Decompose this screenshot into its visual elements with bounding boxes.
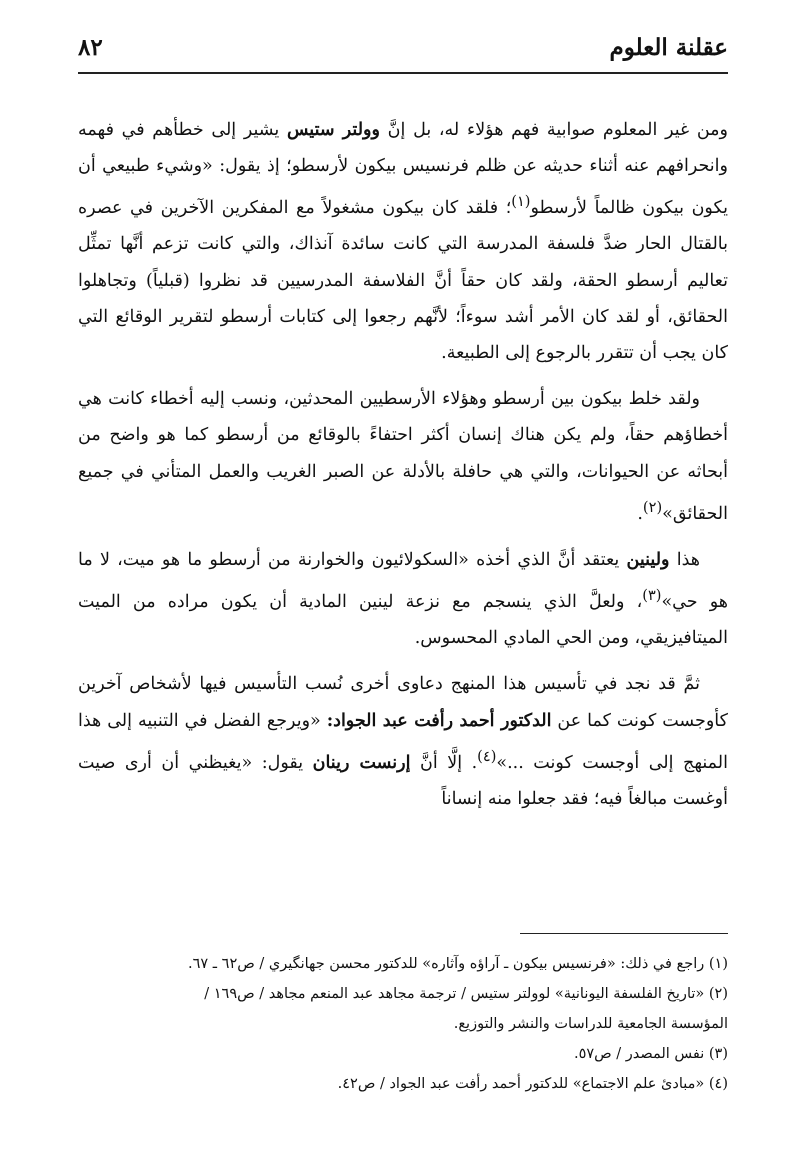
- paragraph-4: ثمَّ قد نجد في تأسيس هذا المنهج دعاوى أخرى نُسب التأسيس فيها لأشخاص آخرين كأوجست كونت كما عن الدكتور أحمد رأفت عبد الجواد: «ويرجع الفضل في التنبيه إلى هذا المنهج إلى أوجست كونت ...»$^{(٤)}$. إلَّا أنَّ إرنست رينان يقول: «يغيظني أن أرى صيت أوغست مبالغاً فيه؛ فقد جعلوا منه إنساناً: [78, 674, 728, 809]
- paragraph-3: هذا ولينين يعتقد أنَّ الذي أخذه «السكولائيون والخوارنة من أرسطو ما هو ميت، لا ما هو حي»$^{(٣)}$، ولعلَّ الذي ينسجم مع نزعة لينين المادية أن يكون مراده من الميت الميتافيزيقي، ومن الحي المادي المحسوس.: [78, 549, 728, 649]
- footnote-3: (٣) نفس المصدر / ص٥٧.: [573, 1046, 728, 1062]
- page-number: ٨٢: [78, 34, 103, 61]
- footnote-separator: [520, 933, 728, 934]
- footnote-ref: (٤): [477, 747, 497, 765]
- bold-name: إرنست رينان: [312, 752, 411, 773]
- footnote-ref: (١): [511, 193, 531, 211]
- paragraph-1: ومن غير المعلوم صوابية فهم هؤلاء له، بل إنَّ وولتر ستيس يشير إلى خطأهم في فهمه وانحرافهم عنه أثناء حديثه عن ظلم فرنسيس بيكون لأرسطو؛ إذ يقول: «وشيء طبيعي أن يكون بيكون ظالماً لأرسطو$^{(١)}$؛ فلقد كان بيكون مشغولاً مع المفكرين الآخرين في عصره بالقتال الحار ضدَّ فلسفة المدرسة التي كانت سائدة آنذاك، والتي كانت تزعم أنَّها تمثِّل تعاليم أرسطو الحقة، ولقد كان حقاً أنَّ الفلاسفة المدرسيين قد نظروا (قبلياً) وتجاهلوا الحقائق، أو لقد كان الأمر أشد سوءاً؛ لأنَّهم رجعوا إلى كتابات أرسطو لتقرير الوقائع التي كان يجب أن تتقرر بالرجوع إلى الطبيعة.: [78, 120, 729, 364]
- footnotes: [78, 949, 728, 1099]
- main-text: [78, 112, 728, 827]
- footnote-ref: (٣): [642, 587, 662, 605]
- running-title: عقلنة العلوم: [609, 34, 728, 61]
- footnote-ref: (٢): [642, 498, 663, 516]
- footnote-2-continued: المؤسسة الجامعية للدراسات والنشر والتوزيع.: [453, 1016, 728, 1032]
- footnote-2: (٢) «تاريخ الفلسفة اليونانية» لوولتر ستيس / ترجمة مجاهد عبد المنعم مجاهد / ص١٦٩ /: [204, 986, 728, 1002]
- footnote-4: (٤) «مبادئ علم الاجتماع» للدكتور أحمد رأفت عبد الجواد / ص٤٢.: [337, 1076, 728, 1092]
- header-divider: [78, 72, 728, 74]
- bold-name: وولتر ستيس: [287, 120, 380, 140]
- paragraph-2: ولقد خلط بيكون بين أرسطو وهؤلاء الأرسطيين المحدثين، ونسب إليه أخطاء كانت هي أخطاؤهم حقاً، ولم يكن هناك إنسان أكثر احتفاءً بالوقائع من أرسطو كما هو واضح من أبحاثه عن الحيوانات، والتي هي حافلة بالأدلة عن الصبر الغريب والعمل المتأني في جميع الحقائق»$^{(٢)}$.: [78, 389, 728, 524]
- footnote-1: (١) راجع في ذلك: «فرنسيس بيكون ـ آراؤه وآثاره» للدكتور محسن جهانگيري / ص٦٢ ـ ٦٧.: [188, 956, 728, 972]
- bold-name: ولينين: [626, 549, 670, 570]
- bold-name: الدكتور أحمد رأفت عبد الجواد:: [326, 710, 552, 731]
